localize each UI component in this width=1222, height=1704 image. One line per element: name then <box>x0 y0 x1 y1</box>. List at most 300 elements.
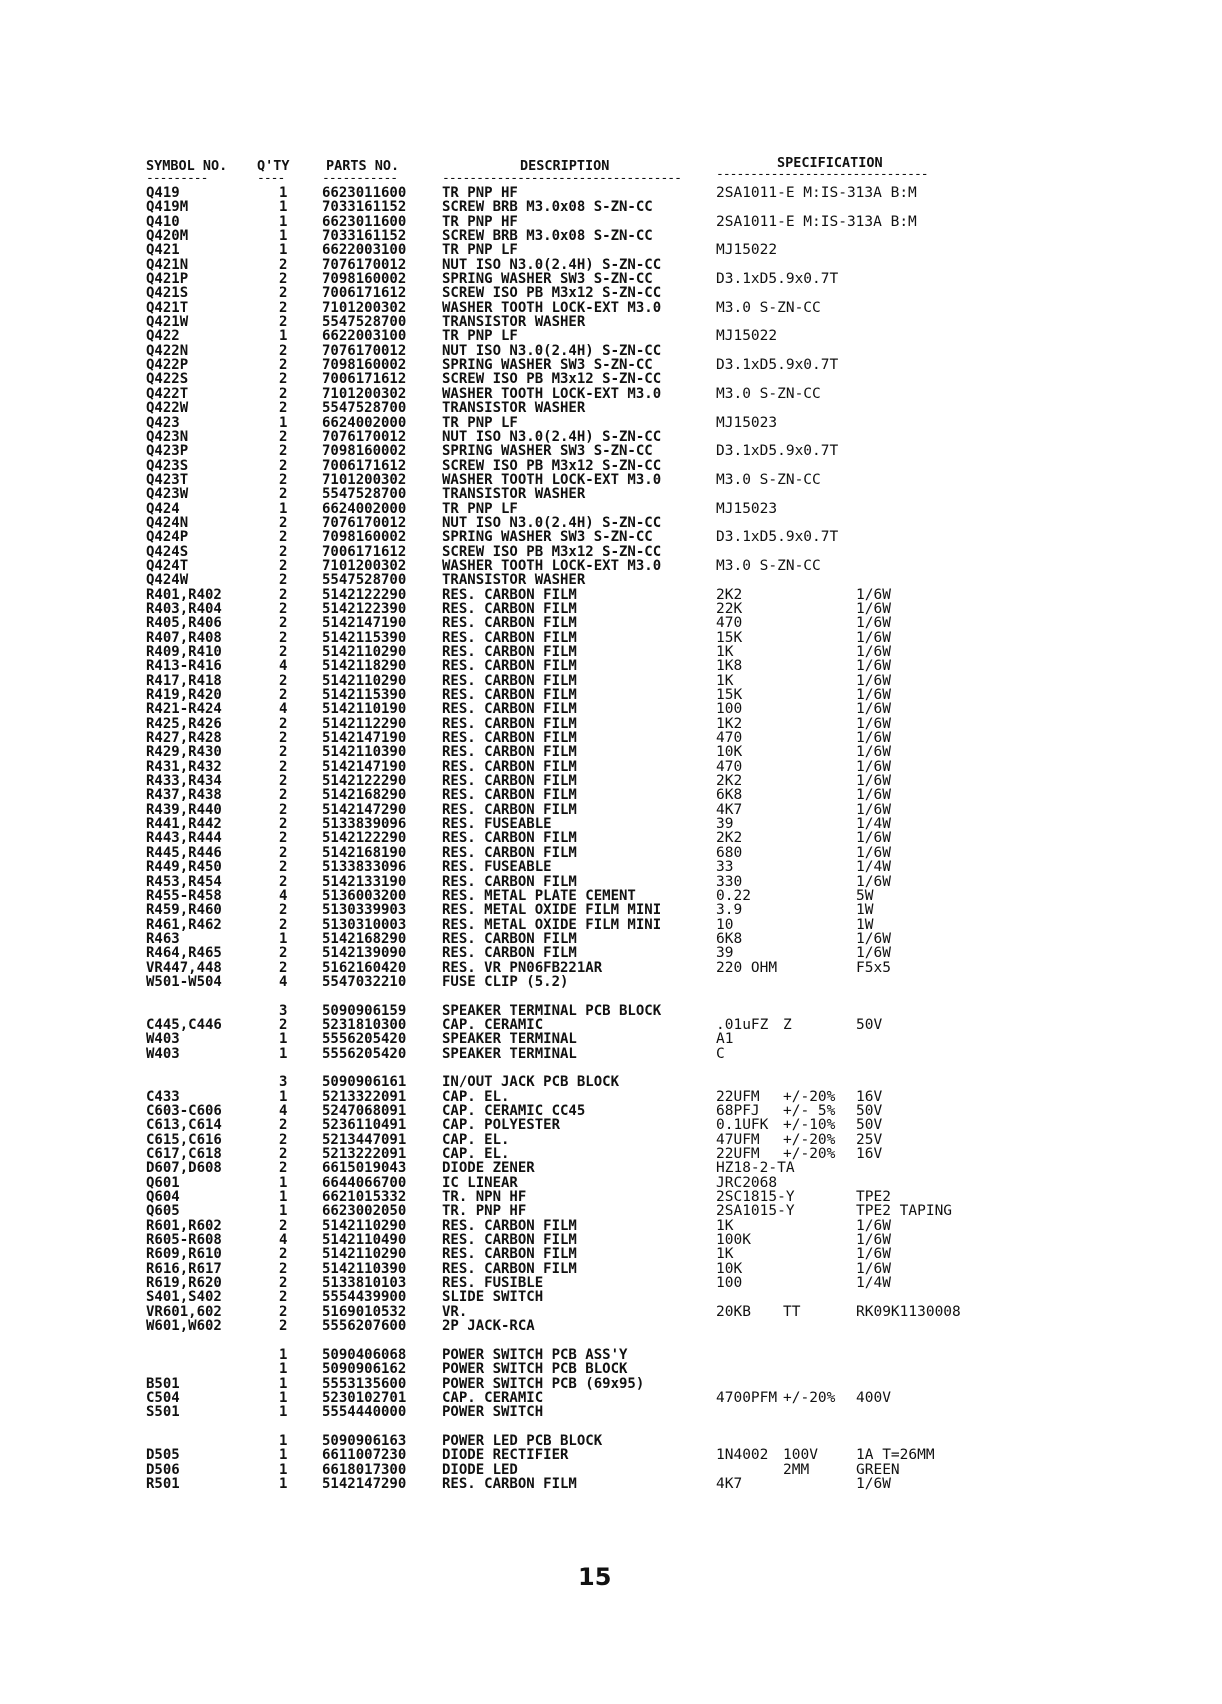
part-number-cell: 5142122390 <box>322 600 407 617</box>
description-cell: DIODE LED <box>442 1461 518 1478</box>
symbol-cell: Q423N <box>146 428 189 445</box>
part-number-cell: 5556205420 <box>322 1045 407 1062</box>
description-cell: RES. FUSIBLE <box>442 1275 544 1292</box>
table-row <box>0 444 1222 458</box>
qty-cell: 4 <box>279 973 288 990</box>
spec-value-cell: 6K8 <box>716 787 743 804</box>
description-cell: CAP. EL. <box>442 1146 510 1163</box>
qty-cell: 2 <box>279 400 288 417</box>
spec-rating-cell: 1/4W <box>856 816 891 833</box>
symbol-cell: R443,R444 <box>146 830 222 847</box>
table-row <box>0 1004 1222 1018</box>
description-cell: CAP. CERAMIC CC45 <box>442 1103 586 1119</box>
description-cell: CAP. EL. <box>442 1088 510 1105</box>
table-row <box>0 702 1222 716</box>
part-number-cell: 5136003200 <box>322 887 407 904</box>
table-row <box>0 846 1222 860</box>
spec-rating-cell: GREEN <box>856 1461 900 1478</box>
table-row <box>0 344 1222 358</box>
spec-rating-cell: 1/6W <box>856 672 891 689</box>
part-number-cell: 6618017300 <box>322 1461 407 1478</box>
spec-value-cell: 2SA1015-Y <box>716 1203 795 1220</box>
qty-cell: 1 <box>279 1461 288 1478</box>
spec-value-cell: 1K <box>716 1217 734 1234</box>
part-number-cell: 7076170012 <box>322 428 407 445</box>
spec-rating-cell: 1/6W <box>856 1475 891 1492</box>
table-row <box>0 1219 1222 1233</box>
symbol-cell: R413-R416 <box>146 658 222 675</box>
part-number-cell: 5556207600 <box>322 1318 407 1335</box>
description-cell: SLIDE SWITCH <box>442 1289 544 1306</box>
part-number-cell: 5090906159 <box>322 1002 407 1019</box>
part-number-cell: 5213322091 <box>322 1088 407 1105</box>
parts-list <box>0 186 1222 1491</box>
table-row <box>0 401 1222 415</box>
spec-value-cell: 33 <box>716 859 734 876</box>
description-cell: NUT ISO N3.0(2.4H) S-ZN-CC <box>442 256 662 273</box>
symbol-cell: Q421 <box>146 242 180 259</box>
spec-value-cell: 3.9 <box>716 902 743 919</box>
symbol-cell: C445,C446 <box>146 1016 222 1033</box>
part-number-cell: 7006171612 <box>322 457 407 474</box>
spec-value-cell: 6K8 <box>716 930 743 947</box>
table-row <box>0 932 1222 946</box>
qty-cell: 2 <box>279 758 288 775</box>
spec-value-cell: 1K <box>716 644 734 660</box>
spec-value-cell: M3.0 S-ZN-CC <box>716 385 821 402</box>
table-row <box>0 602 1222 616</box>
spec-tolerance-cell: +/-20% <box>783 1389 836 1406</box>
qty-cell: 2 <box>279 1289 288 1306</box>
description-cell: SPRING WASHER SW3 S-ZN-CC <box>442 357 653 374</box>
table-row <box>0 788 1222 802</box>
qty-cell: 2 <box>279 586 288 603</box>
symbol-cell: Q422W <box>146 400 189 417</box>
symbol-cell: Q605 <box>146 1203 180 1220</box>
description-cell: RES. CARBON FILM <box>442 730 577 747</box>
part-number-cell: 6611007230 <box>322 1447 407 1464</box>
part-number-cell: 5133810103 <box>322 1275 407 1292</box>
table-row <box>0 803 1222 817</box>
spec-tolerance-cell: +/-20% <box>783 1146 836 1163</box>
part-number-cell: 5547528700 <box>322 486 407 503</box>
spec-value-cell: 15K <box>716 687 743 704</box>
description-cell: TR PNP LF <box>442 328 518 345</box>
symbol-cell: R429,R430 <box>146 744 222 761</box>
description-cell: RES. VR PN06FB221AR <box>442 959 603 976</box>
spec-rating-cell: 16V <box>856 1146 883 1163</box>
spec-value-cell: 330 <box>716 873 743 890</box>
symbol-cell: Q410 <box>146 213 180 230</box>
description-cell: CAP. CERAMIC <box>442 1016 544 1033</box>
qty-cell: 4 <box>279 701 288 718</box>
spec-value-cell: 10 <box>716 916 734 933</box>
spec-rating-cell: 1/6W <box>856 730 891 747</box>
table-row <box>0 516 1222 530</box>
qty-cell: 2 <box>279 644 288 660</box>
table-row <box>0 1176 1222 1190</box>
qty-cell: 2 <box>279 1246 288 1263</box>
qty-cell: 1 <box>279 1389 288 1406</box>
qty-cell: 2 <box>279 428 288 445</box>
spec-value-cell: 2SA1011-E M:IS-313A B:M <box>716 185 917 201</box>
spec-value-cell: MJ15022 <box>716 328 778 345</box>
description-cell: IC LINEAR <box>442 1174 518 1191</box>
header-rule-description: ----------------------------------- <box>442 171 681 186</box>
table-row <box>0 817 1222 831</box>
qty-cell: 2 <box>279 715 288 732</box>
spec-value-cell: 68PFJ <box>716 1103 760 1119</box>
description-cell: RES. CARBON FILM <box>442 687 577 704</box>
description-cell: RES. CARBON FILM <box>442 844 577 861</box>
symbol-cell: Q424 <box>146 500 180 517</box>
qty-cell: 2 <box>279 687 288 704</box>
part-number-cell: 6624002000 <box>322 500 407 517</box>
qty-cell: 2 <box>279 371 288 388</box>
symbol-cell: R403,R404 <box>146 600 222 617</box>
spec-value-cell: D3.1xD5.9x0.7T <box>716 443 839 460</box>
spec-rating-cell: 1/6W <box>856 945 891 962</box>
qty-cell: 2 <box>279 816 288 833</box>
symbol-cell: Q421N <box>146 256 189 273</box>
description-cell: TRANSISTOR WASHER <box>442 572 586 589</box>
symbol-cell: Q424S <box>146 543 189 560</box>
description-cell: WASHER TOOTH LOCK-EXT M3.0 <box>442 385 662 402</box>
qty-cell: 4 <box>279 658 288 675</box>
section-gap <box>0 989 1222 1003</box>
symbol-cell: R453,R454 <box>146 873 222 890</box>
spec-tolerance-cell: +/-10% <box>783 1117 836 1134</box>
part-number-cell: 5090906162 <box>322 1361 407 1378</box>
symbol-cell: R439,R440 <box>146 801 222 818</box>
part-number-cell: 7101200302 <box>322 557 407 574</box>
description-cell: SPEAKER TERMINAL PCB BLOCK <box>442 1002 662 1019</box>
description-cell: TRANSISTOR WASHER <box>442 486 586 503</box>
spec-tolerance-cell: +/- 5% <box>783 1103 836 1119</box>
spec-rating-cell: 1/6W <box>856 744 891 761</box>
description-cell: TR PNP HF <box>442 213 518 230</box>
part-number-cell: 5142147190 <box>322 615 407 632</box>
symbol-cell: R605-R608 <box>146 1232 222 1249</box>
part-number-cell: 5142110390 <box>322 1260 407 1277</box>
part-number-cell: 6644066700 <box>322 1174 407 1191</box>
symbol-cell: W501-W504 <box>146 973 222 990</box>
qty-cell: 2 <box>279 486 288 503</box>
table-row <box>0 1477 1222 1491</box>
description-cell: RES. CARBON FILM <box>442 1246 577 1263</box>
qty-cell: 2 <box>279 357 288 374</box>
qty-cell: 2 <box>279 730 288 747</box>
symbol-cell: Q419M <box>146 199 189 216</box>
part-number-cell: 6623011600 <box>322 213 407 230</box>
spec-tolerance-cell: +/-20% <box>783 1088 836 1105</box>
part-number-cell: 5090906163 <box>322 1432 407 1449</box>
description-cell: RES. CARBON FILM <box>442 1260 577 1277</box>
table-row <box>0 946 1222 960</box>
symbol-cell: Q423T <box>146 471 189 488</box>
description-cell: TR PNP LF <box>442 242 518 259</box>
table-row <box>0 229 1222 243</box>
symbol-cell: Q422P <box>146 357 189 374</box>
spec-value-cell: 1K <box>716 1246 734 1263</box>
spec-rating-cell: 1/6W <box>856 600 891 617</box>
spec-value-cell: 680 <box>716 844 743 861</box>
part-number-cell: 5130310003 <box>322 916 407 933</box>
part-number-cell: 5230102701 <box>322 1389 407 1406</box>
description-cell: IN/OUT JACK PCB BLOCK <box>442 1074 620 1091</box>
spec-value-cell: 0.22 <box>716 887 751 904</box>
symbol-cell: Q424T <box>146 557 189 574</box>
description-cell: 2P JACK-RCA <box>442 1318 535 1335</box>
description-cell: CAP. CERAMIC <box>442 1389 544 1406</box>
part-number-cell: 5142147290 <box>322 801 407 818</box>
table-row <box>0 372 1222 386</box>
symbol-cell: VR601,602 <box>146 1303 222 1320</box>
table-row <box>0 258 1222 272</box>
description-cell: VR. <box>442 1303 468 1320</box>
spec-value-cell: 100K <box>716 1232 751 1249</box>
qty-cell: 2 <box>279 1217 288 1234</box>
header-rule-parts: ----------- <box>322 171 398 186</box>
table-row <box>0 243 1222 257</box>
description-cell: RES. METAL OXIDE FILM MINI <box>442 916 662 933</box>
table-row <box>0 1290 1222 1304</box>
description-cell: TR PNP LF <box>442 414 518 431</box>
header-specification: SPECIFICATION <box>777 155 883 171</box>
table-row <box>0 1319 1222 1333</box>
part-number-cell: 5547032210 <box>322 973 407 990</box>
symbol-cell: R409,R410 <box>146 644 222 660</box>
table-row <box>0 215 1222 229</box>
table-row <box>0 473 1222 487</box>
qty-cell: 4 <box>279 1103 288 1119</box>
qty-cell: 2 <box>279 1146 288 1163</box>
part-number-cell: 5247068091 <box>322 1103 407 1119</box>
table-row <box>0 559 1222 573</box>
table-row <box>0 731 1222 745</box>
qty-cell: 2 <box>279 859 288 876</box>
table-row <box>0 1233 1222 1247</box>
spec-rating-cell: 1/6W <box>856 1232 891 1249</box>
part-number-cell: 5231810300 <box>322 1016 407 1033</box>
spec-value-cell: 2K2 <box>716 773 743 790</box>
part-number-cell: 7033161152 <box>322 199 407 216</box>
part-number-cell: 5162160420 <box>322 959 407 976</box>
part-number-cell: 7076170012 <box>322 342 407 359</box>
qty-cell: 1 <box>279 185 288 201</box>
spec-value-cell: 1K8 <box>716 658 743 675</box>
description-cell: NUT ISO N3.0(2.4H) S-ZN-CC <box>442 342 662 359</box>
description-cell: SPEAKER TERMINAL <box>442 1031 577 1048</box>
spec-rating-cell: 1/6W <box>856 844 891 861</box>
part-number-cell: 5142122290 <box>322 773 407 790</box>
table-row <box>0 774 1222 788</box>
description-cell: RES. CARBON FILM <box>442 801 577 818</box>
symbol-cell: R405,R406 <box>146 615 222 632</box>
part-number-cell: 7101200302 <box>322 385 407 402</box>
qty-cell: 2 <box>279 557 288 574</box>
spec-rating-cell: 1/6W <box>856 758 891 775</box>
qty-cell: 2 <box>279 672 288 689</box>
table-row <box>0 688 1222 702</box>
part-number-cell: 5130339903 <box>322 902 407 919</box>
description-cell: TRANSISTOR WASHER <box>442 400 586 417</box>
symbol-cell: Q423W <box>146 486 189 503</box>
part-number-cell: 6623011600 <box>322 185 407 201</box>
qty-cell: 3 <box>279 1074 288 1091</box>
spec-rating-cell: 1/6W <box>856 773 891 790</box>
part-number-cell: 7006171612 <box>322 371 407 388</box>
part-number-cell: 5142147190 <box>322 730 407 747</box>
spec-rating-cell: 1/6W <box>856 658 891 675</box>
table-row <box>0 903 1222 917</box>
qty-cell: 1 <box>279 414 288 431</box>
spec-value-cell: 470 <box>716 758 743 775</box>
symbol-cell: VR447,448 <box>146 959 222 976</box>
table-row <box>0 1075 1222 1089</box>
spec-value-cell: .01uFZ <box>716 1016 769 1033</box>
symbol-cell: R619,R620 <box>146 1275 222 1292</box>
part-number-cell: 5142110290 <box>322 644 407 660</box>
part-number-cell: 5554439900 <box>322 1289 407 1306</box>
symbol-cell: R455-R458 <box>146 887 222 904</box>
table-row <box>0 530 1222 544</box>
qty-cell: 2 <box>279 1275 288 1292</box>
qty-cell: 2 <box>279 773 288 790</box>
qty-cell: 2 <box>279 629 288 646</box>
qty-cell: 2 <box>279 314 288 331</box>
table-row <box>0 1276 1222 1290</box>
part-number-cell: 5142118290 <box>322 658 407 675</box>
qty-cell: 1 <box>279 930 288 947</box>
spec-value-cell: 100 <box>716 1275 743 1292</box>
description-cell: RES. CARBON FILM <box>442 715 577 732</box>
spec-rating-cell: 1/6W <box>856 930 891 947</box>
symbol-cell: R401,R402 <box>146 586 222 603</box>
symbol-cell: Q422 <box>146 328 180 345</box>
spec-rating-cell: TPE2 <box>856 1189 891 1206</box>
table-row <box>0 315 1222 329</box>
description-cell: RES. CARBON FILM <box>442 629 577 646</box>
description-cell: RES. CARBON FILM <box>442 644 577 660</box>
qty-cell: 2 <box>279 457 288 474</box>
table-row <box>0 616 1222 630</box>
symbol-cell: Q420M <box>146 228 189 245</box>
qty-cell: 1 <box>279 1375 288 1392</box>
qty-cell: 2 <box>279 844 288 861</box>
spec-rating-cell: 1/6W <box>856 701 891 718</box>
header-symbol: SYMBOL NO. <box>146 158 228 174</box>
table-row <box>0 1161 1222 1175</box>
spec-tolerance-cell: +/-20% <box>783 1131 836 1148</box>
qty-cell: 2 <box>279 385 288 402</box>
table-row <box>0 545 1222 559</box>
description-cell: SCREW ISO PB M3x12 S-ZN-CC <box>442 543 662 560</box>
spec-value-cell: 4700PFM <box>716 1389 778 1406</box>
part-number-cell: 5142147290 <box>322 1475 407 1492</box>
spec-value-cell: D3.1xD5.9x0.7T <box>716 271 839 288</box>
qty-cell: 1 <box>279 1432 288 1449</box>
spec-value-cell: D3.1xD5.9x0.7T <box>716 357 839 374</box>
table-row <box>0 1204 1222 1218</box>
table-row <box>0 1147 1222 1161</box>
part-number-cell: 5547528700 <box>322 314 407 331</box>
qty-cell: 1 <box>279 328 288 345</box>
part-number-cell: 7098160002 <box>322 357 407 374</box>
table-row <box>0 272 1222 286</box>
spec-value-cell: 0.1UFK <box>716 1117 769 1134</box>
table-row <box>0 1348 1222 1362</box>
spec-rating-cell: 50V <box>856 1103 883 1119</box>
table-row <box>0 588 1222 602</box>
header-rule-specification: ------------------------------- <box>716 167 928 182</box>
part-number-cell: 5142110290 <box>322 1246 407 1263</box>
description-cell: RES. CARBON FILM <box>442 830 577 847</box>
header-description: DESCRIPTION <box>520 158 610 174</box>
qty-cell: 2 <box>279 1160 288 1177</box>
description-cell: SPRING WASHER SW3 S-ZN-CC <box>442 443 653 460</box>
symbol-cell: Q421W <box>146 314 189 331</box>
description-cell: TR. NPN HF <box>442 1189 527 1206</box>
spec-value-cell: 470 <box>716 615 743 632</box>
symbol-cell: Q423S <box>146 457 189 474</box>
spec-value-cell: MJ15023 <box>716 414 778 431</box>
symbol-cell: R501 <box>146 1475 180 1492</box>
table-row <box>0 301 1222 315</box>
symbol-cell: R445,R446 <box>146 844 222 861</box>
qty-cell: 2 <box>279 744 288 761</box>
description-cell: SCREW BRB M3.0x08 S-ZN-CC <box>442 228 653 245</box>
symbol-cell: Q424W <box>146 572 189 589</box>
table-row <box>0 430 1222 444</box>
symbol-cell: C603-C606 <box>146 1103 222 1119</box>
description-cell: RES. CARBON FILM <box>442 672 577 689</box>
spec-value-cell: MJ15023 <box>716 500 778 517</box>
part-number-cell: 7006171612 <box>322 285 407 302</box>
qty-cell: 2 <box>279 1260 288 1277</box>
part-number-cell: 5142147190 <box>322 758 407 775</box>
symbol-cell: R616,R617 <box>146 1260 222 1277</box>
qty-cell: 2 <box>279 830 288 847</box>
description-cell: WASHER TOOTH LOCK-EXT M3.0 <box>442 557 662 574</box>
description-cell: POWER SWITCH PCB ASS'Y <box>442 1346 628 1363</box>
qty-cell: 1 <box>279 242 288 259</box>
part-number-cell: 6615019043 <box>322 1160 407 1177</box>
table-row <box>0 1133 1222 1147</box>
symbol-cell: Q423 <box>146 414 180 431</box>
spec-value-cell: C <box>716 1045 725 1062</box>
spec-value-cell: MJ15022 <box>716 242 778 259</box>
qty-cell: 2 <box>279 256 288 273</box>
table-row <box>0 1247 1222 1261</box>
description-cell: TR PNP HF <box>442 185 518 201</box>
qty-cell: 2 <box>279 529 288 546</box>
description-cell: SCREW ISO PB M3x12 S-ZN-CC <box>442 371 662 388</box>
table-row <box>0 631 1222 645</box>
part-number-cell: 7098160002 <box>322 529 407 546</box>
qty-cell: 1 <box>279 199 288 216</box>
qty-cell: 2 <box>279 1131 288 1148</box>
description-cell: NUT ISO N3.0(2.4H) S-ZN-CC <box>442 514 662 531</box>
symbol-cell: Q604 <box>146 1189 180 1206</box>
spec-value-cell: D3.1xD5.9x0.7T <box>716 529 839 546</box>
symbol-cell: R601,R602 <box>146 1217 222 1234</box>
spec-rating-cell: 1/6W <box>856 787 891 804</box>
qty-cell: 2 <box>279 443 288 460</box>
table-row <box>0 573 1222 587</box>
description-cell: RES. FUSEABLE <box>442 859 552 876</box>
header-parts: PARTS NO. <box>326 158 400 174</box>
